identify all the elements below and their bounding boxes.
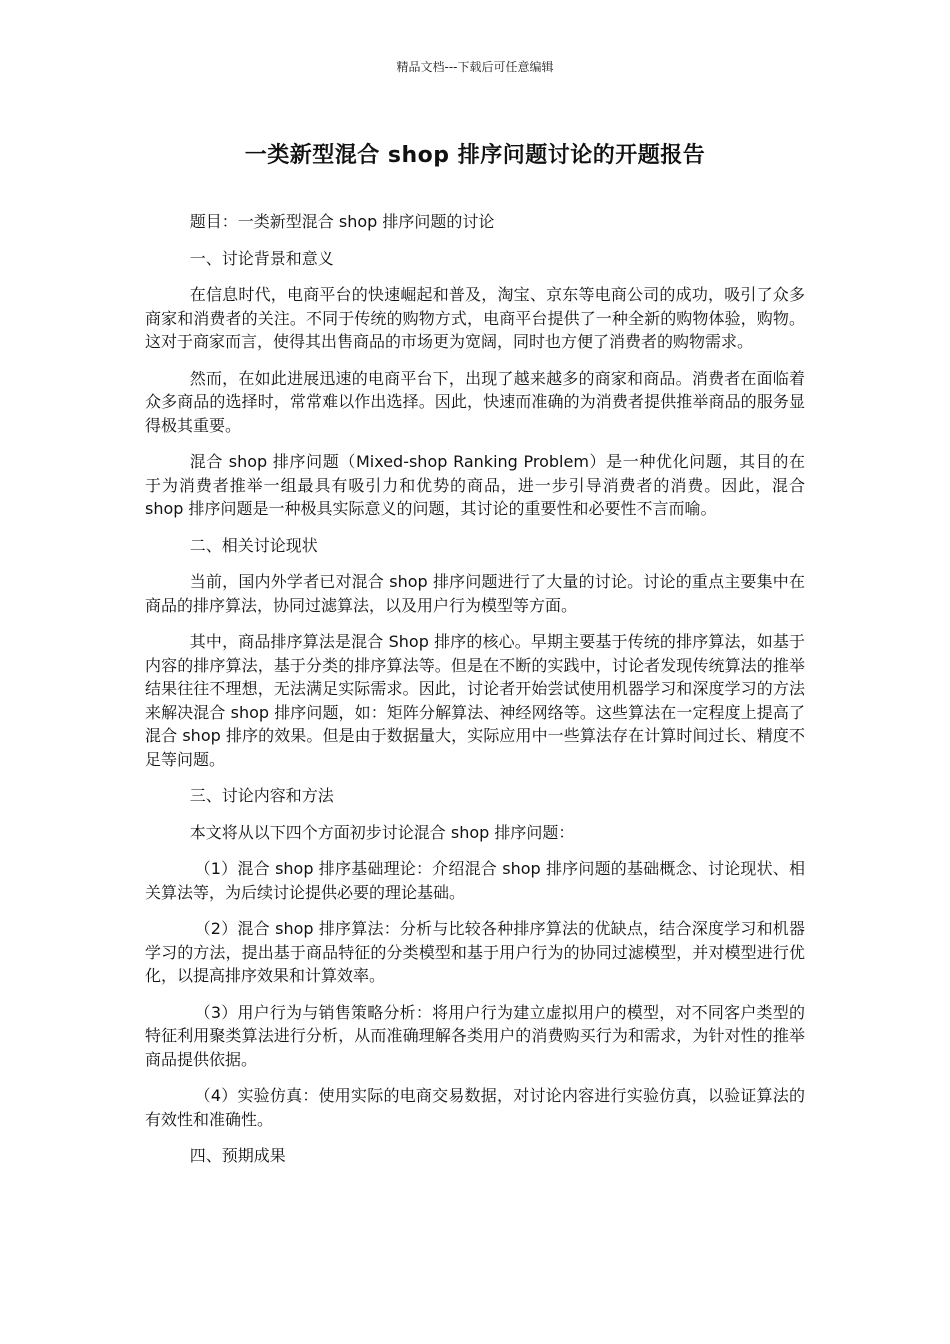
body-paragraph: 在信息时代，电商平台的快速崛起和普及，淘宝、京东等电商公司的成功，吸引了众多商家和消费者的关注。不同于传统的购物方式，电商平台提供了一种全新的购物体验，购物。这对于商家而言，使得其出售商品的市场更为宽阔，同时也方便了消费者的购物需求。	[145, 285, 805, 351]
body-paragraph: 本文将从以下四个方面初步讨论混合 shop 排序问题：	[189, 822, 575, 842]
list-item: （2）混合 shop 排序算法：分析与比较各种排序算法的优缺点，结合深度学习和机器学习的方法，提出基于商品特征的分类模型和基于用户行为的协同过滤模型，并对模型进行优化，以提高排序效果和计算效率。	[145, 919, 805, 985]
page-header: 精品文档---下载后可任意编辑	[396, 60, 554, 74]
body-paragraph: 其中，商品排序算法是混合 Shop 排序的核心。早期主要基于传统的排序算法，如基于内容的排序算法，基于分类的排序算法等。但是在不断的实践中，讨论者发现传统算法的推举结果往往不理想，无法满足实际需求。因此，讨论者开始尝试使用机器学习和深度学习的方法来解决混合 shop 排序问题，如：矩阵分解算法、神经网络等。这些算法在一定程度上提高了混合 shop 排序的效果。但是由于数据量大，实际应用中一些算法存在计算时间过长、精度不足等问题。	[145, 632, 805, 769]
body-paragraph: 混合 shop 排序问题（Mixed-shop Ranking Problem）是一种优化问题，其目的在于为消费者推举一组最具有吸引力和优势的商品，进一步引导消费者的消费。因此，混合 shop 排序问题是一种极具实际意义的问题，其讨论的重要性和必要性不言而喻。	[145, 452, 805, 518]
section-heading-content-methods: 三、讨论内容和方法	[189, 786, 334, 805]
document-body	[145, 210, 805, 1181]
body-paragraph: 然而，在如此进展迅速的电商平台下，出现了越来越多的商家和商品。消费者在面临着众多商品的选择时，常常难以作出选择。因此，快速而准确的为消费者提供推举商品的服务显得极其重要。	[145, 368, 805, 435]
list-item: （4）实验仿真：使用实际的电商交易数据，对讨论内容进行实验仿真，以验证算法的有效性和准确性。	[145, 1086, 805, 1129]
body-paragraph: 当前，国内外学者已对混合 shop 排序问题进行了大量的讨论。讨论的重点主要集中在商品的排序算法，协同过滤算法，以及用户行为模型等方面。	[145, 572, 805, 615]
document-title: 一类新型混合 shop 排序问题讨论的开题报告	[244, 143, 706, 168]
list-item: （3）用户行为与销售策略分析：将用户行为建立虚拟用户的模型，对不同客户类型的特征利用聚类算法进行分析，从而准确理解各类用户的消费购买行为和需求，为针对性的推举商品提供依据。	[145, 1002, 805, 1069]
section-heading-expected-results: 四、预期成果	[189, 1146, 286, 1165]
section-heading-background: 一、讨论背景和意义	[189, 248, 334, 268]
list-item: （1）混合 shop 排序基础理论：介绍混合 shop 排序问题的基础概念、讨论现状、相关算法等，为后续讨论提供必要的理论基础。	[145, 859, 805, 902]
section-heading-status: 二、相关讨论现状	[189, 535, 318, 555]
topic-line: 题目：一类新型混合 shop 排序问题的讨论	[189, 212, 495, 231]
